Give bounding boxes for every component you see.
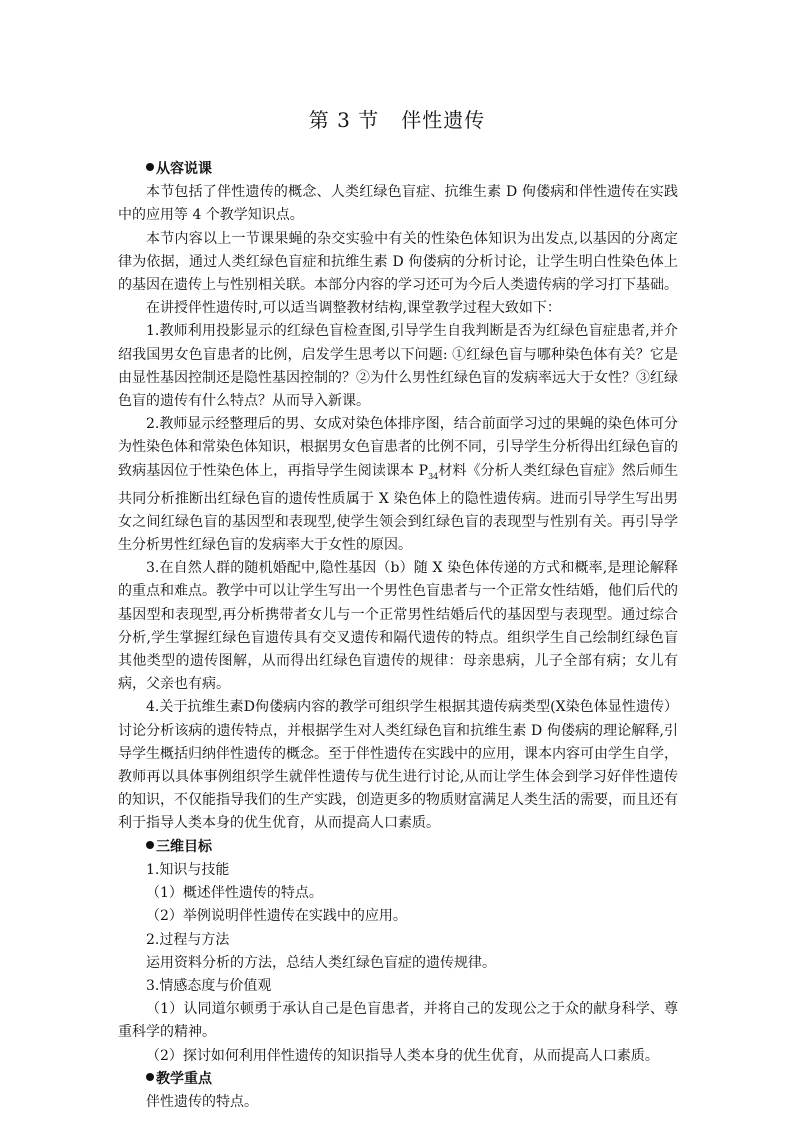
section-name: 伴性遗传: [401, 108, 486, 132]
body-text: [118, 158, 678, 1114]
bullet-dot-icon: [146, 841, 154, 849]
goal-item: （1）认同道尔顿勇于承认自己是色盲患者，并将自己的发现公之于众的献身科学、尊重科学的精神。: [118, 1001, 678, 1041]
paragraph: 本节内容以上一节课果蝇的杂交实验中有关的性染色体知识为出发点,以基因的分离定律为依据，通过人类红绿色盲症和抗维生素 D 佝偻病的分析讨论，让学生明白性染色体上的基因在遗传上与性别相关联。本部分内容的学习还可为今后人类遗传病的学习打下基础。: [118, 230, 678, 294]
paragraph: 伴性遗传的特点。: [146, 1093, 258, 1110]
section-number: 第 3 节: [308, 108, 380, 132]
goal-item: 1.知识与技能: [146, 861, 230, 878]
goal-item: 运用资料分析的方法，总结人类红绿色盲症的遗传规律。: [146, 954, 496, 971]
bullet-dot-icon: [146, 163, 154, 171]
paragraph: 3.在自然人群的随机婚配中,隐性基因（b）随 X 染色体传递的方式和概率,是理论解释的重点和难点。教学中可以让学生写出一个男性色盲患者与一个正常女性结婚，他们后代的基因型和表现型,再分析携带者女儿与一个正常男性结婚后代的基因型与表现型。通过综合分析,学生掌握红绿色盲遗传具有交叉遗传和隔代遗传的特点。组织学生自己绘制红绿色盲其他类型的遗传图解，从而得出红绿色盲遗传的规律：母亲患病，儿子全部有病；女儿有病，父亲也有病。: [118, 560, 678, 693]
paragraph: 1.教师利用投影显示的红绿色盲检查图,引导学生自我判断是否为红绿色盲症患者,并介绍我国男女色盲患者的比例，启发学生思考以下问题: ①红绿色盲与哪种染色体有关？它是由显性基因控制还是隐性基因控制的？②为什么男性红绿色盲的发病率远大于女性？③红绿色盲的遗传有什么特点？从而导入新课。: [118, 323, 678, 410]
paragraph: 2.教师显示经整理后的男、女成对染色体排序图，结合前面学习过的果蝇的染色体可分为性染色体和常染色体知识，根据男女色盲患者的比例不同，引导学生分析得出红绿色盲的致病基因位于性染色体上，再指导学生阅读课本 $P_{34}$材料《分析人类红绿色盲症》然后师生共同分析推断出红绿色盲的遗传性质属于 X 染色体上的隐性遗传病。进而引导学生写出男女之间红绿色盲的基因型和表现型,使学生领会到红绿色盲的表现型与性别有关。再引导学生分析男性红绿色盲的发病率大于女性的原因。: [118, 416, 678, 554]
goal-item: （2）探讨如何利用伴性遗传的知识指导人类本身的优生优育，从而提高人口素质。: [146, 1047, 659, 1064]
heading-key: 教学重点: [118, 1068, 678, 1091]
goal-item: （1）概述伴性遗传的特点。: [146, 885, 323, 902]
page-subscript: 34: [428, 471, 439, 481]
goal-item: （2）举例说明伴性遗传在实践中的应用。: [146, 908, 407, 925]
paragraph: 4.关于抗维生素D佝偻病内容的教学可组织学生根据其遗传病类型(X染色体显性遗传）讨论分析该病的遗传特点，并根据学生对人类红绿色盲和抗维生素 D 佝偻病的理论解释,引导学生概括归纳伴性遗传的概念。至于伴性遗传在实践中的应用，课本内容可由学生自学，教师再以具体事例组织学生就伴性遗传与优生进行讨论,从而让学生体会到学习好伴性遗传的知识，不仅能指导我们的生产实践，创造更多的物质财富满足人类生活的需要，而且还有利于指导人类本身的优生优育，从而提高人口素质。: [118, 699, 678, 832]
heading-congrong: 从容说课: [118, 158, 678, 181]
goal-item: 3.情感态度与价值观: [146, 977, 272, 994]
heading-goals: 三维目标: [118, 836, 678, 859]
goal-item: 2.过程与方法: [146, 931, 230, 948]
page-title: [0, 104, 794, 133]
bullet-dot-icon: [146, 1073, 154, 1081]
paragraph: 在讲授伴性遗传时,可以适当调整教材结构,课堂教学过程大致如下：: [146, 300, 561, 317]
paragraph: 本节包括了伴性遗传的概念、人类红绿色盲症、抗维生素 D 佝偻病和伴性遗传在实践中的应用等 4 个教学知识点。: [118, 184, 678, 224]
